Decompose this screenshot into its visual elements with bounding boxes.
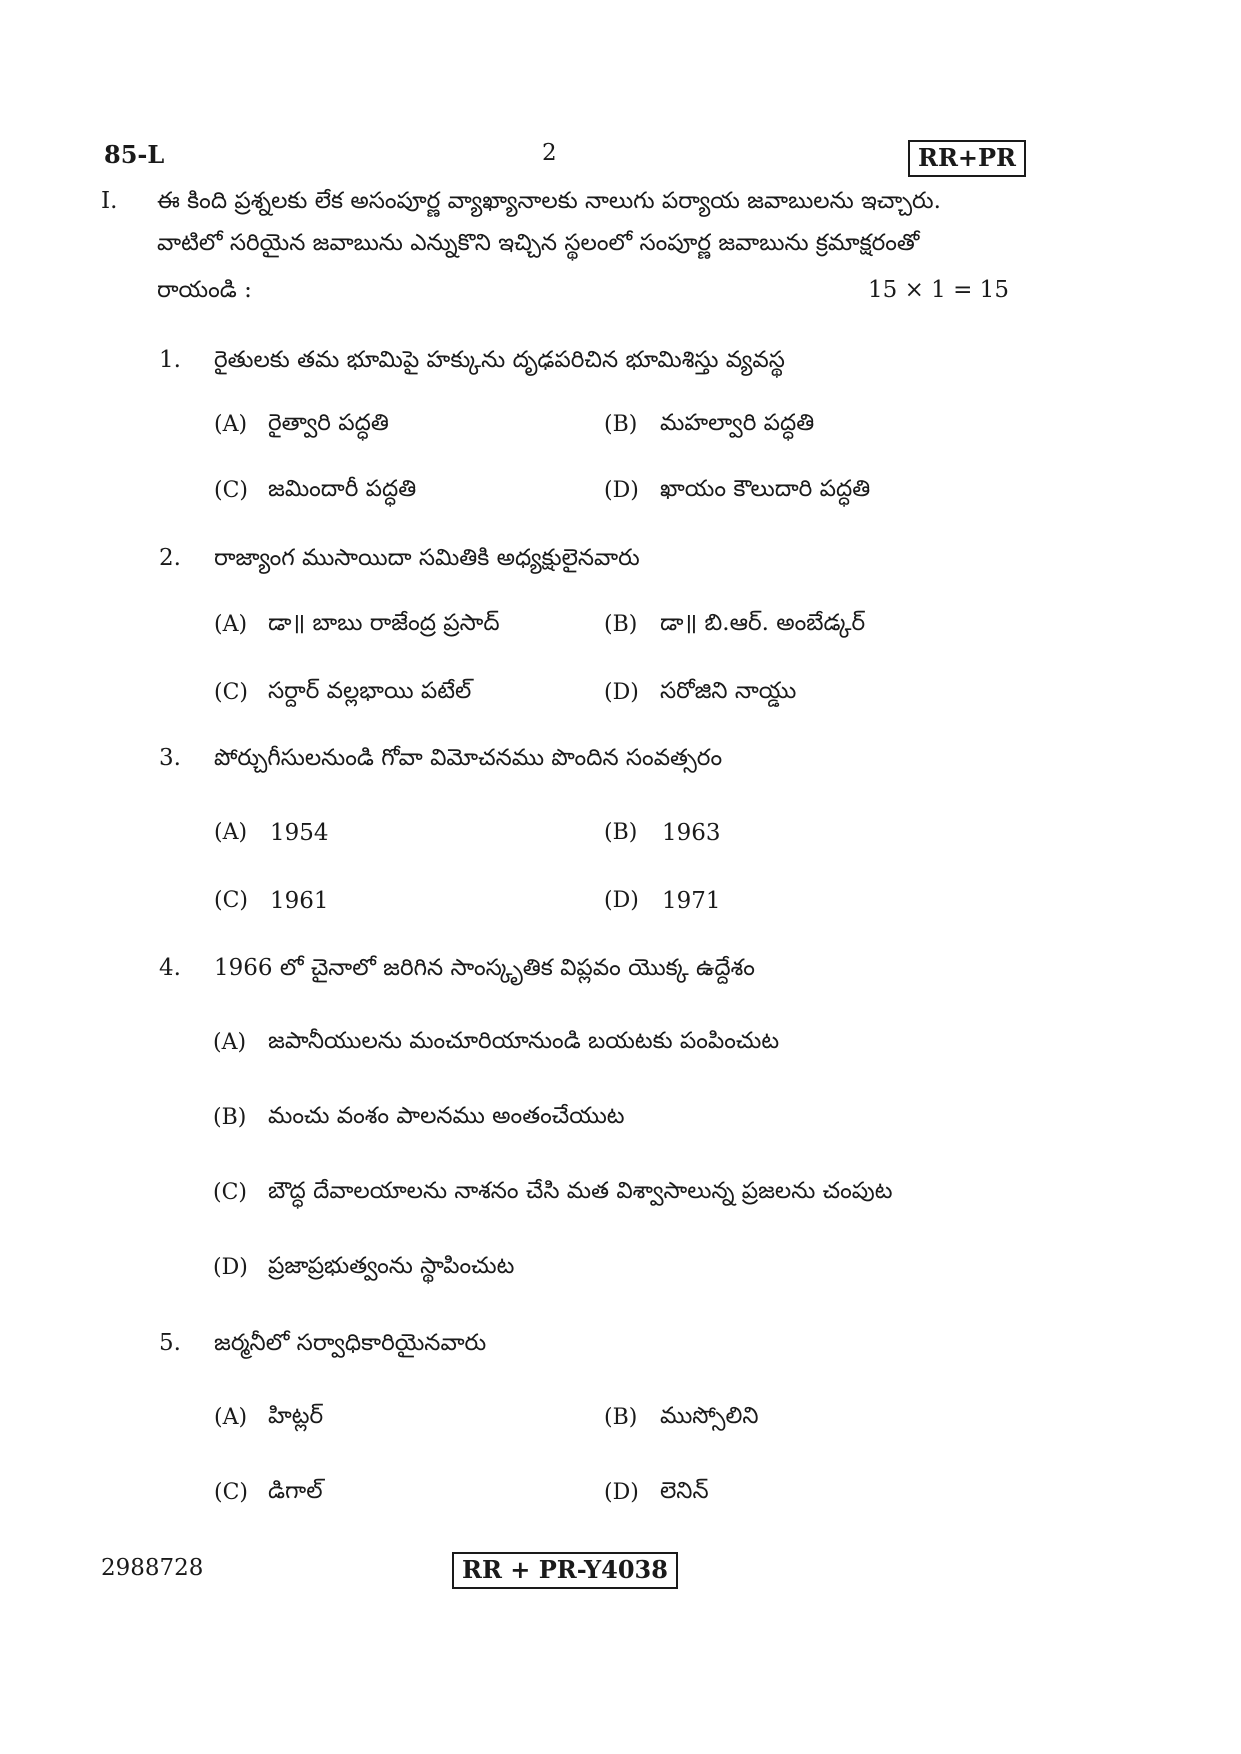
option-text: డిగాల్ [268, 1478, 323, 1504]
option-text: డా॥ బాబు రాజేంద్ర ప్రసాద్ [268, 610, 500, 636]
instruction-line-1: ఈ కింది ప్రశ్నలకు లేక అసంపూర్ణ వ్యాఖ్యానాలకు నాలుగు పర్యాయ జవాబులను ఇచ్చారు. [157, 188, 941, 214]
option-text: మహల్వారి పద్ధతి [660, 410, 815, 436]
option-text: సర్దార్ వల్లభాయి పటేల్ [268, 678, 472, 704]
option-text: 1961 [270, 888, 329, 914]
question-text: రాజ్యాంగ ముసాయిదా సమితికి అధ్యక్షులైనవారు [214, 545, 640, 571]
document-number: 2988728 [101, 1555, 204, 1581]
option-label: (A) [214, 412, 248, 437]
instruction-line-2: వాటిలో సరియైన జవాబును ఎన్నుకొని ఇచ్చిన స్థలంలో సంపూర్ణ జవాబును క్రమాక్షరంతో [157, 230, 920, 256]
option-label: (D) [604, 680, 639, 705]
option-label: (B) [604, 412, 638, 437]
marks-formula: 15 × 1 = 15 [868, 277, 1009, 303]
series-badge: RR+PR [908, 140, 1026, 177]
option-text: ప్రజాప్రభుత్వంను స్థాపించుట [268, 1253, 515, 1279]
option-label: (D) [604, 478, 639, 503]
option-text: డా॥ బి.ఆర్. అంబేడ్కర్ [660, 610, 866, 636]
option-label: (A) [214, 612, 248, 637]
option-text: జమిందారీ పద్ధతి [268, 476, 417, 502]
option-text: జపానీయులను మంచూరియానుండి బయటకు పంపించుట [268, 1028, 780, 1054]
option-text: లెనిన్ [660, 1478, 709, 1504]
question-number: 4. [159, 955, 181, 981]
option-label: (B) [604, 612, 638, 637]
question-number: 2. [159, 545, 181, 571]
option-label: (C) [214, 888, 248, 913]
option-text: 1971 [662, 888, 721, 914]
option-label: (D) [604, 888, 639, 913]
option-label: (A) [214, 1405, 248, 1430]
option-label: (D) [213, 1255, 248, 1280]
question-number: 5. [159, 1330, 181, 1356]
question-text: జర్మనీలో సర్వాధికారియైనవారు [214, 1330, 487, 1356]
option-text: సరోజిని నాయ్డు [660, 678, 797, 704]
option-label: (B) [213, 1105, 247, 1130]
page-number: 2 [542, 140, 557, 166]
question-number: 1. [159, 347, 181, 373]
footer-series-code: RR + PR-Y4038 [452, 1552, 678, 1589]
option-label: (D) [604, 1480, 639, 1505]
option-label: (B) [604, 1405, 638, 1430]
instruction-line-3: రాయండి : [157, 277, 252, 303]
option-text: 1954 [270, 820, 329, 846]
option-text: రైత్వారి పద్ధతి [268, 410, 389, 436]
option-text: 1963 [662, 820, 721, 846]
option-label: (A) [213, 1030, 247, 1055]
option-label: (C) [214, 478, 248, 503]
option-label: (C) [214, 680, 248, 705]
option-text: బౌద్ధ దేవాలయాలను నాశనం చేసి మత విశ్వాసాలున్న ప్రజలను చంపుట [268, 1178, 893, 1204]
option-label: (C) [214, 1480, 248, 1505]
option-text: ఖాయం కౌలుదారి పద్ధతి [660, 476, 871, 502]
section-roman: I. [101, 188, 118, 214]
paper-code: 85-L [104, 140, 165, 169]
option-text: మంచు వంశం పాలనము అంతంచేయుట [268, 1103, 625, 1129]
option-text: ముస్సోలిని [660, 1403, 759, 1429]
option-label: (B) [604, 820, 638, 845]
question-text: రైతులకు తమ భూమిపై హక్కును దృఢపరిచిన భూమిశిస్తు వ్యవస్థ [214, 347, 785, 373]
option-label: (A) [214, 820, 248, 845]
option-label: (C) [213, 1180, 247, 1205]
question-text: పోర్చుగీసులనుండి గోవా విమోచనము పొందిన సంవత్సరం [214, 745, 723, 771]
question-text: 1966 లో చైనాలో జరిగిన సాంస్కృతిక విప్లవం యొక్క ఉద్దేశం [214, 955, 755, 981]
option-text: హిట్లర్ [268, 1403, 324, 1429]
question-number: 3. [159, 745, 181, 771]
